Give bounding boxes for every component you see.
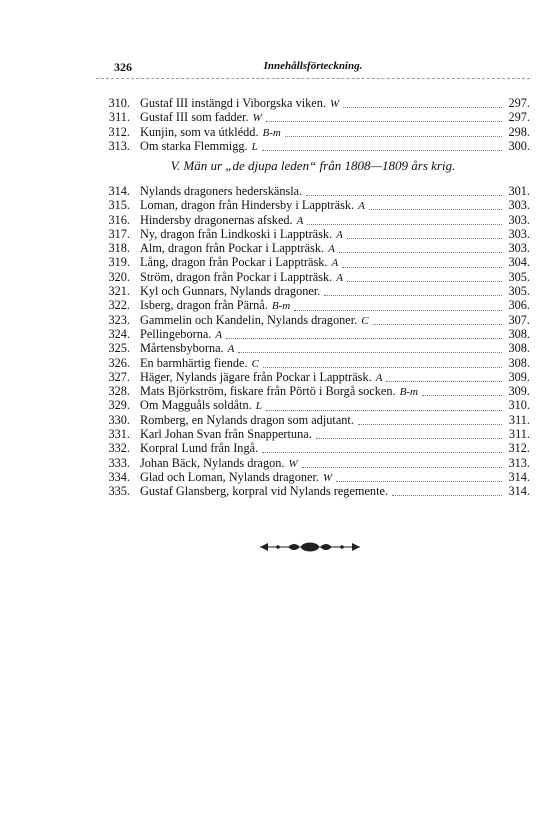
entry-signature: C	[361, 314, 369, 327]
dot-leader	[262, 141, 502, 151]
entry-number: 323.	[108, 312, 130, 327]
entry-page: 308.	[508, 355, 530, 370]
entry-title: Gustaf Glansberg, korpral vid Nylands regemente.	[140, 484, 389, 499]
entry-page: 314.	[508, 469, 530, 484]
entry-number: 320.	[108, 269, 130, 284]
toc-entry	[96, 125, 530, 139]
dot-leader	[238, 343, 502, 353]
entry-title: Pellingeborna.	[140, 326, 212, 341]
entry-number: 324.	[108, 326, 130, 341]
entry-title: Gustaf III instängd i Viborgska viken.	[140, 96, 326, 110]
entry-page: 305.	[508, 269, 530, 284]
dot-leader	[343, 98, 502, 108]
entry-title: Om starka Flemmigg.	[140, 138, 248, 153]
entry-page: 300.	[508, 138, 530, 153]
entry-signature: W	[329, 98, 340, 110]
toc-entry	[96, 213, 530, 227]
entry-signature: W	[322, 471, 333, 484]
entry-number: 332.	[108, 441, 130, 456]
toc-entry	[96, 255, 530, 269]
toc-entry	[96, 270, 530, 284]
entry-title: Ny, dragon från Lindkoski i Lappträsk.	[140, 226, 333, 241]
entry-title: En barmhärtig fiende.	[140, 355, 248, 370]
entry-title: Gustaf III som fadder.	[140, 110, 249, 125]
toc-entry	[96, 456, 530, 470]
entry-title: Kunjin, som va útklédd.	[140, 124, 259, 139]
entry-signature: A	[331, 257, 339, 270]
entry-page: 311.	[508, 427, 530, 442]
toc-entries-bottom	[96, 184, 530, 499]
dot-leader	[266, 112, 502, 122]
toc-entry	[96, 356, 530, 370]
entry-signature: A	[227, 343, 235, 356]
entry-number: 319.	[108, 255, 130, 270]
entry-title: Mårtensbyborna.	[140, 341, 224, 356]
dot-leader	[263, 358, 502, 368]
entry-signature: A	[336, 271, 343, 284]
dot-leader	[369, 200, 502, 210]
toc-entry	[96, 110, 530, 124]
entry-title: Romberg, en Nylands dragon som adjutant.	[140, 412, 354, 427]
entry-number: 329.	[108, 398, 130, 413]
entry-signature: C	[251, 357, 259, 370]
entry-signature: W	[252, 112, 262, 125]
entry-signature: B-m	[399, 386, 418, 399]
dot-leader	[386, 372, 502, 382]
dot-leader	[422, 386, 502, 396]
entry-page: 308.	[508, 341, 530, 356]
entry-number: 316.	[108, 212, 130, 227]
entry-signature: A	[336, 228, 343, 241]
entry-page: 307.	[508, 312, 530, 327]
entry-signature: A	[215, 328, 223, 341]
dot-leader	[392, 486, 502, 496]
toc-entry	[96, 370, 530, 384]
entry-page: 305.	[508, 284, 530, 299]
toc-entry	[96, 313, 530, 327]
dot-leader	[347, 272, 502, 282]
entry-title: Karl Johan Svan från Snappertuna.	[140, 427, 312, 442]
dot-leader	[358, 415, 502, 425]
entry-title: Om Magguåls soldåtn.	[140, 398, 252, 413]
page-header	[96, 60, 530, 76]
toc-entry	[96, 470, 530, 484]
entry-title: Mats Björkström, fiskare från Pörtö i Borgå socken.	[140, 384, 396, 399]
entry-number: 334.	[108, 469, 130, 484]
toc-entry	[96, 384, 530, 398]
toc-entry	[96, 284, 530, 298]
dot-leader	[285, 127, 502, 137]
entry-number: 325.	[108, 341, 130, 356]
entry-page: 297.	[508, 96, 530, 110]
entry-signature: A	[296, 214, 304, 227]
section-heading: V. Män ur „de djupa leden“ från 1808—1809 års krig.	[170, 158, 456, 173]
dot-leader	[266, 401, 502, 411]
dot-leader	[347, 229, 502, 239]
entry-title: Isberg, dragon från Pärnå.	[140, 298, 268, 313]
entry-title: Johan Bäck, Nylands dragon.	[140, 455, 285, 470]
entry-page: 309.	[508, 369, 530, 384]
entry-title: Korpral Lund från Ingå.	[140, 441, 259, 456]
header-rule	[96, 78, 530, 79]
dot-leader	[262, 443, 502, 453]
dot-leader	[324, 286, 502, 296]
toc-entry	[96, 298, 530, 312]
dot-leader	[302, 458, 502, 468]
toc-entry	[96, 341, 530, 355]
toc-entry	[96, 398, 530, 412]
entry-page: 303.	[508, 198, 530, 213]
entry-number: 317.	[108, 226, 130, 241]
page-number: 326	[114, 60, 132, 74]
entry-page: 309.	[508, 384, 530, 399]
entry-number: 326.	[108, 355, 130, 370]
entry-title: Lång, dragon från Pockar i Lappträsk.	[140, 255, 328, 270]
entry-page: 303.	[508, 212, 530, 227]
entry-signature: B-m	[271, 300, 291, 313]
entry-page: 303.	[508, 226, 530, 241]
dot-leader	[373, 315, 502, 325]
entry-page: 312.	[508, 441, 530, 456]
toc-entry	[96, 198, 530, 212]
ornament-divider	[258, 537, 362, 557]
entry-page: 297.	[508, 110, 530, 125]
entry-number: 315.	[108, 198, 130, 213]
entry-page: 298.	[508, 124, 530, 139]
entry-page: 310.	[508, 398, 530, 413]
entry-title: Alm, dragon från Pockar i Lappträsk.	[140, 241, 325, 256]
entry-number: 314.	[108, 184, 130, 198]
entry-number: 335.	[108, 484, 130, 499]
entry-number: 331.	[108, 427, 130, 442]
dot-leader	[336, 472, 502, 482]
toc-entry	[96, 139, 530, 153]
entry-number: 310.	[108, 96, 130, 110]
entry-title: Ström, dragon från Pockar i Lappträsk.	[140, 269, 333, 284]
toc-entries-top	[96, 96, 530, 153]
entry-page: 314.	[508, 484, 530, 499]
toc-entry	[96, 96, 530, 110]
entry-page: 308.	[508, 326, 530, 341]
entry-number: 318.	[108, 241, 130, 256]
dot-leader	[307, 215, 502, 225]
toc-entry	[96, 484, 530, 498]
running-title: Innehållsförteckning.	[263, 60, 363, 72]
entry-page: 301.	[508, 184, 530, 198]
dot-leader	[316, 429, 502, 439]
entry-page: 303.	[508, 241, 530, 256]
entry-signature: L	[255, 400, 262, 413]
entry-number: 321.	[108, 284, 130, 299]
entry-signature: L	[251, 140, 258, 153]
entry-page: 304.	[508, 255, 530, 270]
entry-number: 311.	[108, 110, 130, 125]
entry-title: Nylands dragoners hederskänsla.	[140, 184, 303, 198]
dot-leader	[306, 186, 502, 196]
toc-entry	[96, 184, 530, 198]
entry-page: 311.	[508, 412, 530, 427]
toc-entry	[96, 441, 530, 455]
toc-entry	[96, 427, 530, 441]
entry-number: 312.	[108, 124, 130, 139]
toc-entry	[96, 227, 530, 241]
entry-signature: A	[358, 200, 365, 213]
toc-entry	[96, 241, 530, 255]
toc-entry	[96, 327, 530, 341]
entry-number: 313.	[108, 138, 130, 153]
entry-title: Hindersby dragonernas afsked.	[140, 212, 293, 227]
entry-number: 330.	[108, 412, 130, 427]
entry-title: Gammelin och Kandelin, Nylands dragoner.	[140, 312, 358, 327]
entry-page: 306.	[508, 298, 530, 313]
entry-signature: A	[328, 243, 335, 256]
entry-title: Loman, dragon från Hindersby i Lappträsk.	[140, 198, 355, 213]
entry-title: Häger, Nylands jägare från Pockar i Lappträsk.	[140, 369, 372, 384]
entry-number: 322.	[108, 298, 130, 313]
dot-leader	[339, 243, 502, 253]
dot-leader	[294, 301, 502, 311]
entry-page: 313.	[508, 455, 530, 470]
dot-leader	[226, 329, 502, 339]
dot-leader	[342, 258, 502, 268]
entry-signature: A	[375, 371, 383, 384]
entry-signature: B-m	[262, 126, 281, 139]
entry-number: 327.	[108, 369, 130, 384]
entry-title: Kyl och Gunnars, Nylands dragoner.	[140, 284, 321, 299]
entry-title: Glad och Loman, Nylands dragoner.	[140, 469, 319, 484]
entry-signature: W	[288, 457, 298, 470]
entry-number: 328.	[108, 384, 130, 399]
entry-number: 333.	[108, 455, 130, 470]
toc-entry	[96, 413, 530, 427]
